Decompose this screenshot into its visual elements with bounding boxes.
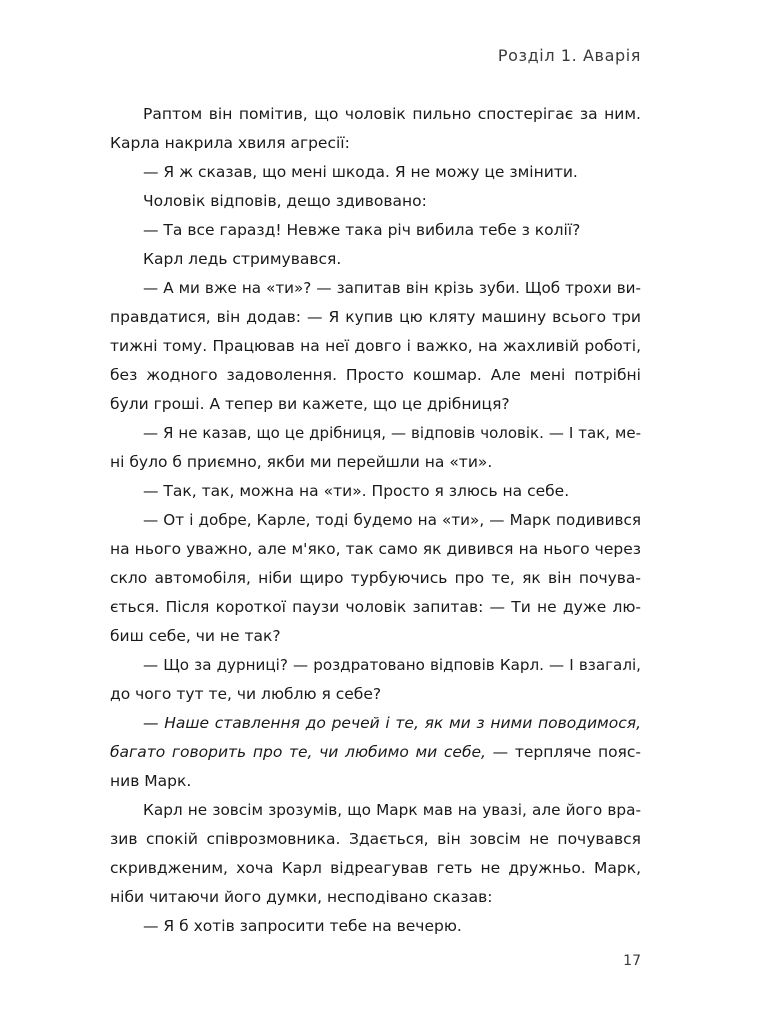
- text-line: ні було б приємно, якби ми перейшли на «ти».: [110, 453, 493, 471]
- text-line: Карл ледь стримувався.: [143, 250, 342, 268]
- text-line-italic: — Наше ставлення до речей і те, як ми з ними поводимося,: [143, 714, 641, 732]
- text-line: нив Марк.: [110, 772, 192, 790]
- text-line: — Я не казав, що це дрібниця, — відповів чоловік. — І так, ме-: [143, 424, 641, 442]
- text-line: без жодного задоволення. Просто кошмар. Але мені потрібні: [110, 366, 641, 384]
- text-line: — От і добре, Карле, тоді будемо на «ти», — Марк подивився: [143, 511, 641, 529]
- text-line: биш себе, чи не так?: [110, 627, 281, 645]
- text-line: були гроші. А тепер ви кажете, що це дрібниця?: [110, 395, 510, 413]
- body-text: [110, 100, 641, 941]
- text-line: до чого тут те, чи люблю я себе?: [110, 685, 382, 703]
- text-line: зив спокій співрозмовника. Здається, він зовсім не почувався: [110, 830, 641, 848]
- text-line: — А ми вже на «ти»? — запитав він крізь зуби. Щоб трохи ви-: [143, 279, 641, 297]
- page-number: 17: [623, 953, 641, 969]
- running-head: Розділ 1. Аварія: [497, 46, 641, 65]
- text-line: — Я б хотів запросити тебе на вечерю.: [143, 917, 462, 935]
- text-line: скривдженим, хоча Карл відреагував геть не дружньо. Марк,: [110, 859, 641, 877]
- text-line: Чоловік відповів, дещо здивовано:: [143, 192, 427, 210]
- text-line: ніби читаючи його думки, несподівано сказав:: [110, 888, 493, 906]
- text-line: Карл не зовсім зрозумів, що Марк мав на увазі, але його вра-: [143, 801, 641, 819]
- text-line: — Та все гаразд! Невже така річ вибила тебе з колії?: [143, 221, 581, 239]
- text-line-mixed: [110, 738, 641, 767]
- text-line: — Що за дурниці? — роздратовано відповів Карл. — І взагалі,: [143, 656, 641, 674]
- text-line: скло автомобіля, ніби щиро турбуючись про те, як він почува-: [110, 569, 641, 587]
- text-line: на нього уважно, але м'яко, так само як дивився на нього через: [110, 540, 641, 558]
- text-line: Карла накрила хвиля агресії:: [110, 134, 350, 152]
- text-line: Раптом він помітив, що чоловік пильно спостерігає за ним.: [143, 105, 641, 123]
- text-line: тижні тому. Працював на неї довго і важко, на жахливій роботі,: [110, 337, 641, 355]
- text-line: — Я ж сказав, що мені шкода. Я не можу це змінити.: [143, 163, 578, 181]
- text-line: — Так, так, можна на «ти». Просто я злюсь на себе.: [143, 482, 570, 500]
- roman-fragment: — терпляче пояс-: [485, 743, 641, 761]
- italic-fragment: багато говорить про те, чи любимо ми себе,: [110, 743, 486, 761]
- text-line: ється. Після короткої паузи чоловік запитав: — Ти не дуже лю-: [110, 598, 641, 616]
- text-line: правдатися, він додав: — Я купив цю кляту машину всього три: [110, 308, 641, 326]
